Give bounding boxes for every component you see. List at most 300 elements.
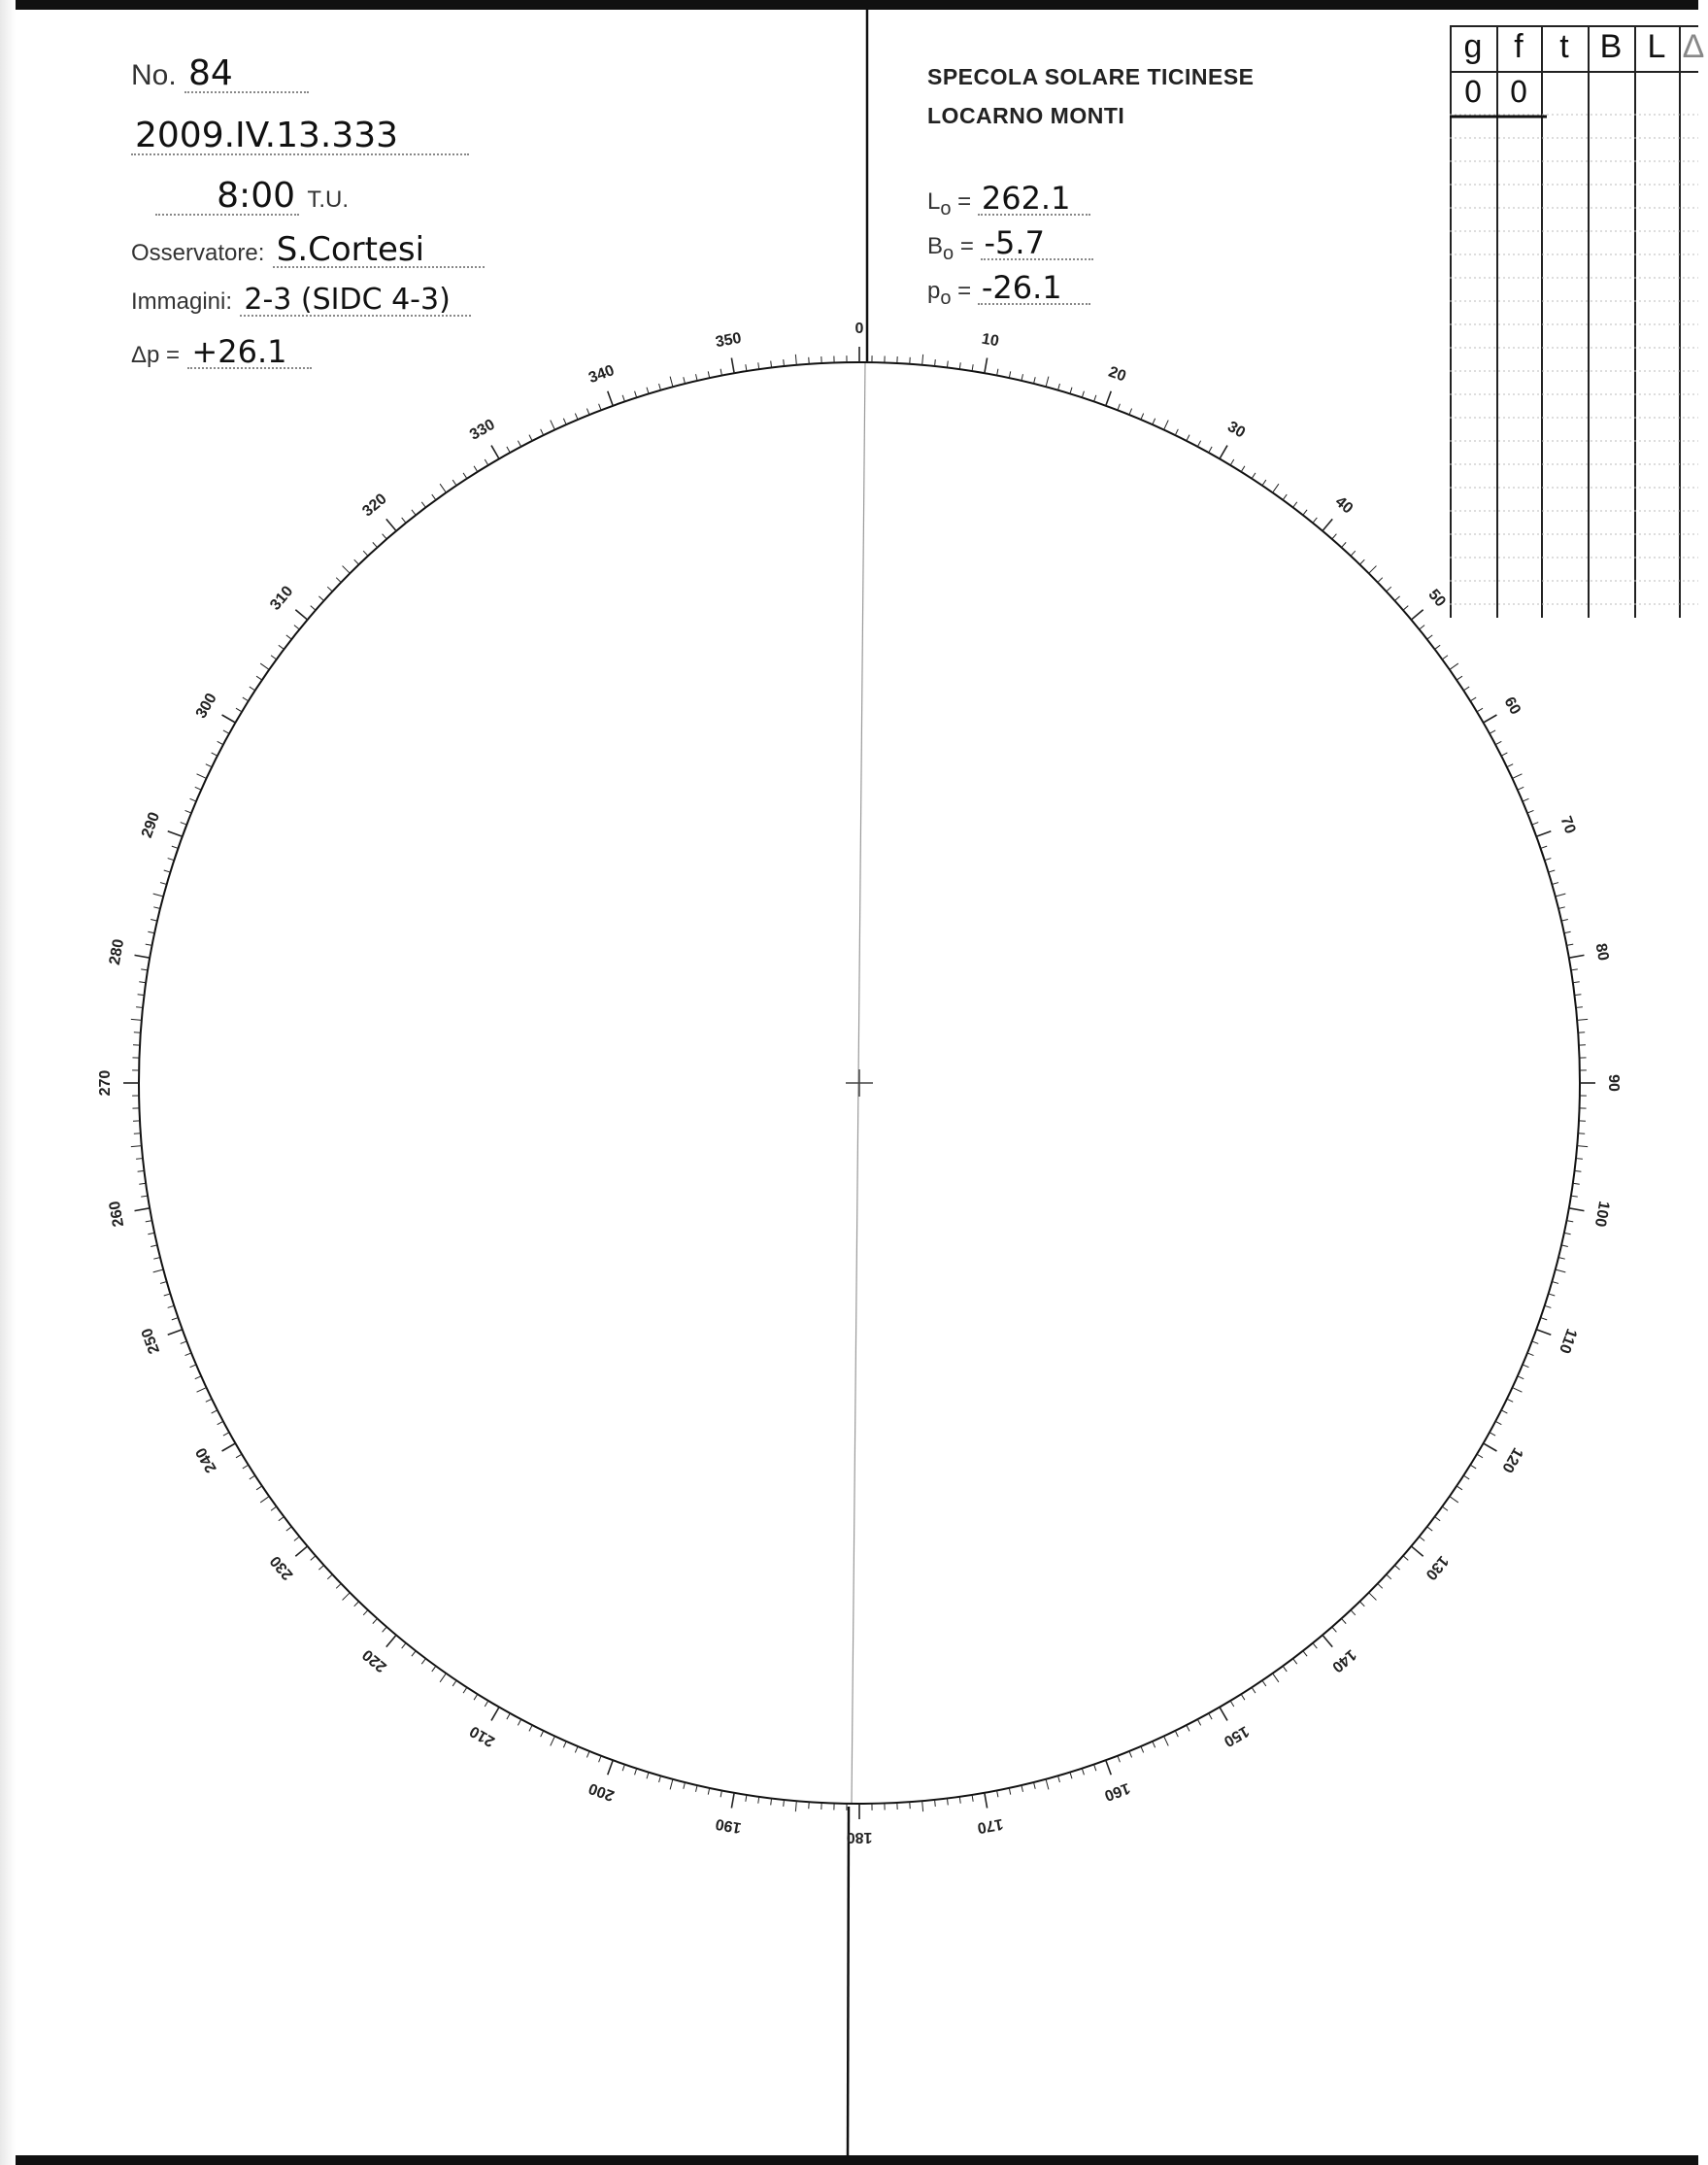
dial-tick	[758, 362, 759, 369]
dial-tick	[1058, 1776, 1060, 1782]
date-value: 2009.IV.13.333	[131, 118, 469, 155]
dial-tick	[1106, 391, 1111, 406]
dial-tick	[452, 480, 456, 486]
dial-tick	[1518, 787, 1524, 790]
dial-tick	[1532, 1341, 1539, 1344]
dial-tick	[295, 610, 307, 620]
dial-label: 110	[1556, 1326, 1580, 1356]
dial-tick	[599, 404, 602, 411]
dial-label: 80	[1591, 941, 1612, 963]
b0-label: B	[927, 233, 944, 259]
dial-tick	[294, 1537, 299, 1540]
dial-tick	[1541, 1318, 1548, 1320]
table-header-b: B	[1599, 28, 1623, 65]
dial-tick	[1209, 1713, 1212, 1719]
dial-tick	[1369, 566, 1377, 574]
dial-tick	[1230, 1701, 1234, 1707]
dial-tick	[354, 1602, 359, 1607]
dial-tick	[922, 355, 923, 365]
dial-tick	[1577, 1019, 1588, 1020]
dial-tick	[1175, 429, 1178, 435]
dial-tick	[343, 1593, 351, 1601]
dial-tick	[1470, 697, 1476, 701]
dial-tick	[1175, 1731, 1178, 1737]
dial-tick	[731, 1793, 734, 1809]
dial-tick	[1512, 774, 1522, 779]
dial-tick	[318, 1565, 323, 1570]
dial-tick	[1262, 1680, 1266, 1686]
dial-tick	[206, 764, 212, 767]
dial-tick	[354, 559, 359, 564]
dial-tick	[635, 1769, 637, 1776]
dial-tick	[1518, 1376, 1524, 1379]
observer-label: Osservatore:	[131, 240, 265, 266]
dial-tick	[1323, 519, 1332, 530]
dial-tick	[1094, 395, 1096, 402]
dial-tick	[563, 1742, 566, 1747]
dial-tick	[1576, 1007, 1583, 1008]
dial-tick	[318, 596, 323, 601]
dial-tick	[985, 358, 988, 374]
dial-tick	[485, 1701, 488, 1707]
dial-tick	[959, 362, 960, 369]
dial-tick	[518, 441, 520, 447]
bottom-vertical-rule	[848, 1807, 849, 2155]
dial-tick	[1058, 384, 1060, 390]
dial-tick	[1545, 859, 1552, 861]
table-cell-f-1: 0	[1509, 76, 1528, 110]
dial-tick	[1293, 502, 1297, 508]
dial-tick	[1021, 1785, 1023, 1792]
dial-tick	[1523, 798, 1528, 801]
dial-tick	[295, 1546, 307, 1556]
dial-tick	[373, 1618, 378, 1623]
dial-tick	[784, 1800, 785, 1807]
dial-tick	[518, 1719, 520, 1725]
dial-tick	[432, 1666, 436, 1672]
observer-value: S.Cortesi	[273, 233, 485, 268]
dial-tick	[1094, 1765, 1096, 1772]
dial-tick	[947, 361, 948, 368]
dial-tick	[474, 466, 478, 472]
dial-tick	[153, 894, 164, 896]
table-header-g: g	[1463, 28, 1483, 65]
institution-location: LOCARNO MONTI	[927, 103, 1125, 128]
dial-tick	[1009, 1788, 1010, 1795]
dial-label: 220	[359, 1645, 390, 1675]
dial-tick	[195, 787, 201, 790]
dial-tick	[551, 1736, 555, 1745]
table-header-delta: Δ	[1682, 28, 1705, 65]
dial-label: 230	[267, 1552, 297, 1583]
dial-tick	[1293, 1659, 1297, 1665]
dial-tick	[1564, 931, 1571, 932]
dial-tick	[1369, 1593, 1377, 1601]
dial-tick	[563, 419, 566, 424]
time-unit: T.U.	[307, 186, 350, 213]
dial-tick	[1527, 1353, 1533, 1356]
dial-tick	[383, 534, 387, 539]
dial-tick	[223, 1433, 229, 1436]
dial-tick	[212, 753, 218, 756]
dial-tick	[311, 606, 316, 611]
dial-tick	[972, 1795, 973, 1802]
dial-tick	[1571, 1196, 1578, 1197]
dial-tick	[1442, 656, 1448, 660]
dial-tick	[286, 1527, 292, 1531]
dial-tick	[746, 364, 747, 371]
dial-tick	[1209, 447, 1212, 453]
dial-tick	[1450, 1497, 1458, 1503]
dial-tick	[218, 1421, 223, 1424]
dial-tick	[1566, 944, 1573, 945]
dial-label: 100	[1591, 1200, 1613, 1229]
dial-tick	[997, 1790, 998, 1797]
dial-tick	[1420, 1537, 1424, 1540]
dial-tick	[1129, 409, 1132, 415]
l0-subscript: o	[940, 197, 952, 220]
dial-tick	[212, 1410, 218, 1413]
dial-label: 280	[106, 937, 128, 966]
dial-tick	[236, 1454, 242, 1458]
dial-tick	[432, 494, 436, 500]
dial-tick	[1230, 459, 1234, 465]
dial-label: 350	[714, 329, 743, 352]
dial-tick	[529, 435, 532, 441]
dial-tick	[136, 1159, 143, 1160]
dial-tick	[141, 1196, 148, 1197]
dial-tick	[1341, 1618, 1346, 1623]
dial-tick	[1046, 1779, 1049, 1790]
dial-tick	[151, 1245, 157, 1247]
dial-tick	[1220, 446, 1227, 459]
dial-tick	[148, 1233, 154, 1234]
dial-tick	[1351, 1610, 1356, 1615]
dial-tick	[1252, 473, 1256, 479]
dial-tick	[1313, 518, 1317, 523]
dial-label: 200	[586, 1778, 617, 1805]
dial-tick	[1283, 494, 1287, 500]
dial-tick	[1507, 1399, 1513, 1402]
dial-tick	[1387, 1574, 1391, 1579]
dial-tick	[608, 1760, 613, 1775]
dial-tick	[696, 1785, 698, 1792]
dial-label: 300	[192, 691, 220, 722]
dial-label: 320	[359, 491, 390, 521]
time-value: 8:00	[155, 179, 299, 216]
dial-tick	[1536, 1330, 1551, 1335]
dial-tick	[635, 391, 637, 398]
table-header-l: L	[1647, 28, 1666, 65]
dial-tick	[190, 798, 196, 801]
dial-label: 160	[1102, 1778, 1132, 1805]
dial-tick	[599, 1756, 602, 1763]
dial-tick	[1387, 587, 1391, 592]
dial-tick	[491, 446, 499, 459]
dial-tick	[1164, 421, 1169, 430]
dial-label: 240	[192, 1444, 220, 1475]
dial-tick	[1561, 920, 1568, 922]
dial-label: 210	[467, 1722, 498, 1750]
dial-tick	[168, 831, 183, 836]
table-cell-g-1: 0	[1463, 76, 1483, 110]
institution-name: SPECOLA SOLARE TICINESE	[927, 64, 1255, 89]
dial-tick	[250, 1475, 255, 1479]
dial-tick	[1252, 1687, 1256, 1693]
dial-tick	[172, 846, 179, 848]
dial-tick	[507, 1713, 510, 1719]
dial-tick	[529, 1725, 532, 1731]
images-label: Immagini:	[131, 288, 233, 315]
dp-value: +26.1	[187, 336, 312, 369]
dial-tick	[185, 1353, 191, 1356]
dial-tick	[1403, 606, 1408, 611]
dial-tick	[197, 1388, 207, 1393]
dial-tick	[148, 931, 154, 932]
dial-tick	[222, 715, 236, 723]
dial-tick	[181, 823, 187, 826]
dial-tick	[1556, 894, 1566, 896]
dial-tick	[363, 1610, 368, 1615]
dial-tick	[136, 1007, 143, 1008]
dial-tick	[1566, 1221, 1573, 1222]
dial-tick	[1574, 995, 1581, 996]
dial-tick	[720, 369, 721, 376]
dial-tick	[1141, 414, 1144, 420]
dial-tick	[1197, 441, 1200, 447]
dial-tick	[164, 870, 171, 872]
dial-tick	[1420, 626, 1424, 629]
dial-tick	[1558, 1258, 1565, 1260]
dial-tick	[168, 1330, 183, 1335]
dial-tick	[146, 944, 152, 945]
p0-label: p	[927, 278, 941, 304]
dial-tick	[731, 358, 734, 374]
dial-tick	[659, 1776, 661, 1782]
dial-tick	[373, 542, 378, 547]
dial-tick	[1442, 1506, 1448, 1510]
dial-tick	[708, 1788, 709, 1795]
dial-tick	[195, 1376, 201, 1379]
dial-tick	[647, 388, 649, 394]
dial-tick	[1558, 907, 1565, 909]
dial-tick	[1394, 1565, 1399, 1570]
dial-tick	[1046, 377, 1049, 388]
dial-tick	[412, 510, 416, 516]
dial-tick	[402, 518, 406, 523]
dial-tick	[1106, 1760, 1111, 1775]
dial-label: 340	[586, 361, 617, 388]
dial-tick	[153, 907, 160, 909]
dial-tick	[670, 377, 673, 388]
dial-tick	[1495, 741, 1501, 744]
dial-tick	[1403, 1556, 1408, 1561]
dial-tick	[935, 359, 936, 366]
dial-label: 40	[1331, 493, 1356, 518]
dial-tick	[363, 551, 368, 556]
b0-equals: =	[959, 233, 974, 259]
dial-tick	[260, 1497, 269, 1503]
dial-tick	[1545, 1305, 1552, 1307]
dial-tick	[1435, 1517, 1441, 1521]
dial-label: 310	[267, 583, 297, 614]
dial-tick	[222, 1443, 236, 1451]
dial-tick	[784, 359, 785, 366]
dial-tick	[412, 1651, 416, 1657]
dial-tick	[440, 484, 446, 492]
dial-tick	[440, 1674, 446, 1682]
dial-tick	[746, 1795, 747, 1802]
dial-label: 90	[1604, 1074, 1622, 1092]
dial-tick	[1484, 1443, 1497, 1451]
dial-tick	[1009, 371, 1010, 378]
dial-tick	[575, 414, 578, 420]
dial-tick	[1463, 1475, 1469, 1479]
dial-tick	[1378, 578, 1383, 583]
dial-tick	[1118, 404, 1121, 411]
dial-tick	[1507, 764, 1513, 767]
dial-tick	[1241, 466, 1245, 472]
dial-tick	[1541, 846, 1548, 848]
dial-tick	[1571, 969, 1578, 970]
dial-tick	[343, 566, 351, 574]
dial-tick	[947, 1798, 948, 1805]
dial-tick	[485, 459, 488, 465]
dial-tick	[1082, 391, 1084, 398]
dial-tick	[135, 955, 151, 958]
dial-tick	[139, 982, 146, 983]
dial-tick	[586, 1751, 589, 1757]
dial-tick	[1273, 484, 1279, 492]
dial-label: 170	[976, 1814, 1005, 1837]
dial-tick	[1153, 1742, 1155, 1747]
dial-tick	[1378, 1583, 1383, 1588]
dial-label: 70	[1557, 814, 1579, 836]
dial-tick	[153, 1269, 164, 1272]
dial-tick	[474, 1694, 478, 1700]
dial-tick	[1129, 1751, 1132, 1757]
number-label: No.	[131, 59, 177, 91]
dial-tick	[684, 377, 686, 384]
dial-label: 30	[1224, 418, 1249, 442]
dial-tick	[758, 1797, 759, 1804]
p0-value: -26.1	[978, 272, 1090, 305]
dial-tick	[1082, 1769, 1084, 1776]
dial-tick	[463, 1687, 467, 1693]
dial-tick	[997, 369, 998, 376]
dial-tick	[1450, 663, 1458, 669]
dial-tick	[421, 1659, 425, 1665]
dial-tick	[185, 810, 191, 813]
dial-tick	[131, 1146, 142, 1147]
dial-tick	[1564, 1233, 1571, 1234]
dial-tick	[507, 447, 510, 453]
dial-tick	[260, 663, 269, 669]
dial-label: 270	[97, 1069, 115, 1097]
dp-label: Δp =	[131, 342, 181, 368]
dial-tick	[1332, 534, 1337, 539]
dial-tick	[421, 502, 425, 508]
dial-tick	[771, 1798, 772, 1805]
dial-tick	[1552, 883, 1558, 885]
dial-tick	[1323, 1635, 1332, 1646]
dial-tick	[223, 730, 229, 733]
dial-tick	[720, 1790, 721, 1797]
dial-tick	[1070, 388, 1072, 394]
dial-tick	[985, 1793, 988, 1809]
dial-tick	[138, 995, 145, 996]
dial-label: 330	[467, 416, 498, 444]
dial-tick	[197, 774, 207, 779]
dial-tick	[1477, 1454, 1483, 1458]
dial-tick	[1394, 596, 1399, 601]
dial-label: 260	[106, 1200, 128, 1229]
dial-label: 290	[138, 810, 164, 840]
dial-tick	[1351, 551, 1356, 556]
dial-tick	[311, 1556, 316, 1561]
dial-tick	[168, 1305, 175, 1307]
dial-tick	[190, 1365, 196, 1368]
dial-tick	[1141, 1746, 1144, 1752]
dial-tick	[279, 1517, 285, 1521]
dial-tick	[181, 1341, 187, 1344]
dial-tick	[386, 519, 396, 530]
dial-tick	[1427, 635, 1433, 639]
dial-tick	[1457, 676, 1462, 680]
dial-tick	[218, 741, 223, 744]
dial-tick	[1577, 1146, 1588, 1147]
dial-tick	[670, 1779, 673, 1790]
dial-tick	[1241, 1694, 1245, 1700]
dial-tick	[1512, 1388, 1522, 1393]
dial-tick	[160, 1282, 167, 1284]
l0-equals: =	[957, 188, 972, 215]
dial-tick	[1187, 1725, 1189, 1731]
p0-subscript: o	[940, 287, 952, 309]
dial-tick	[1197, 1719, 1200, 1725]
dial-tick	[1034, 377, 1036, 384]
dial-label: 120	[1498, 1444, 1526, 1475]
dial-tick	[160, 883, 167, 885]
number-value: 84	[184, 56, 309, 93]
dial-tick	[327, 1574, 332, 1579]
dial-tick	[1556, 1269, 1566, 1272]
dial-tick	[402, 1643, 406, 1648]
dial-label: 150	[1221, 1722, 1252, 1750]
dial-tick	[286, 635, 292, 639]
dial-tick	[141, 969, 148, 970]
dial-tick	[1313, 1643, 1317, 1648]
l0-label: L	[927, 188, 941, 215]
dial-tick	[1532, 823, 1539, 826]
table-header-f: f	[1514, 28, 1524, 65]
dial-tick	[1573, 982, 1580, 983]
dial-tick	[327, 587, 332, 592]
dial-tick	[795, 1801, 796, 1811]
dial-tick	[1118, 1756, 1121, 1763]
dial-tick	[1427, 1527, 1433, 1531]
dial-label: 250	[138, 1326, 164, 1356]
dial-tick	[383, 1627, 387, 1632]
b0-subscript: o	[943, 242, 954, 264]
dial-tick	[279, 645, 285, 649]
dial-tick	[1549, 1294, 1556, 1296]
dial-tick	[1523, 1365, 1528, 1368]
dial-tick	[1153, 419, 1155, 424]
dial-tick	[771, 361, 772, 368]
dial-tick	[795, 355, 796, 365]
images-value: 2-3 (SIDC 4-3)	[240, 286, 471, 317]
